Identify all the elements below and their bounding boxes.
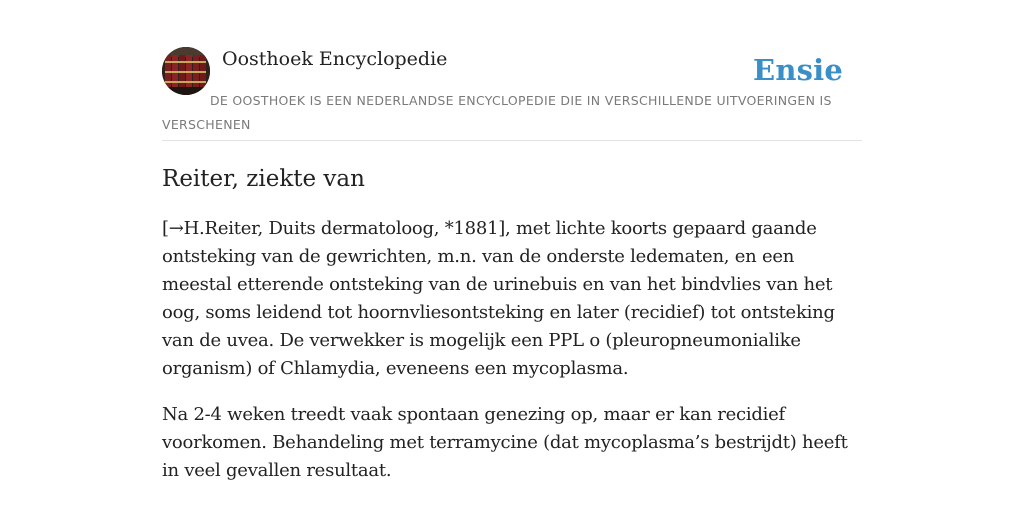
article-paragraph: [→H.Reiter, Duits dermatoloog, *1881], met lichte koorts gepaard gaande ontsteking van de gewrichten, m.n. van de onderste ledematen, en een meestal etterende ontsteking van de urinebuis en van het bindvlies van het oog, soms leidend tot hoornvliesontsteking en later (recidief) tot ontsteking van de uvea. De verwekker is mogelijk een PPL o (pleuropneumonialike organism) of Chlamydia, eveneens een mycoplasma.	[162, 218, 835, 379]
source-description: DE OOSTHOEK IS EEN NEDERLANDSE ENCYCLOPEDIE DIE IN VERSCHILLENDE UITVOERINGEN IS VERSCHENEN	[162, 93, 832, 132]
article	[162, 160, 862, 485]
article-paragraph: Na 2-4 weken treedt vaak spontaan genezing op, maar er kan recidief voorkomen. Behandeling met terramycine (dat mycoplasma’s bestrijdt) heeft in veel gevallen resultaat.	[162, 404, 848, 481]
avatar[interactable]	[162, 47, 210, 95]
site-header	[162, 45, 862, 141]
source-name[interactable]: Oosthoek Encyclopedie	[222, 48, 448, 70]
encyclopedia-books-icon	[162, 47, 210, 95]
brand-logo[interactable]: Ensie	[753, 53, 843, 87]
article-title: Reiter, ziekte van	[162, 166, 365, 192]
